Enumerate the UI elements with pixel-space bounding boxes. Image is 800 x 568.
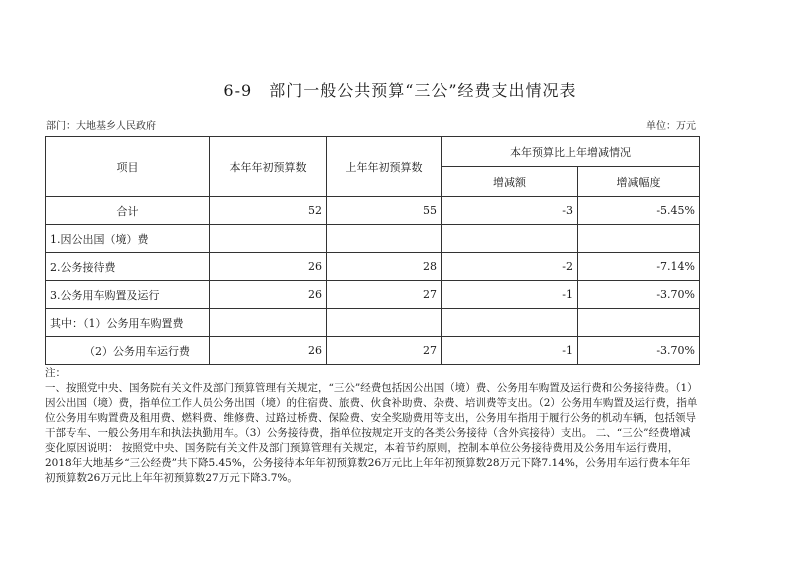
row-rate (578, 225, 700, 253)
department-label: 部门：大地基乡人民政府 (46, 121, 156, 132)
row-previous (327, 225, 442, 253)
table-row (46, 281, 700, 309)
table-row (46, 309, 700, 337)
table-row (46, 197, 700, 225)
row-current: 52 (210, 197, 327, 225)
header-compare: 本年预算比上年增减情况 (442, 137, 700, 167)
row-label: 其中：（1）公务用车购置费 (46, 309, 210, 337)
row-change: -3 (442, 197, 578, 225)
row-previous: 55 (327, 197, 442, 225)
row-change (442, 225, 578, 253)
row-current: 26 (210, 281, 327, 309)
row-current: 26 (210, 253, 327, 281)
header-previous: 上年年初预算数 (327, 137, 442, 197)
row-label: 合计 (46, 197, 210, 225)
row-label: 3.公务用车购置及运行 (46, 281, 210, 309)
footnotes: 注： 一、按照党中央、国务院有关文件及部门预算管理有关规定，“三公”经费包括因公出国（境）费、公务用车购置及运行费和公务接待费。（1）因公出国（境）费，指单位工作人员公务出国（境）的住宿费、旅费、伙食补助费、杂费、培训费等支出。（2）公务用车购置及运行费，指单位公务用车购置费及租用费、燃料费、维修费、过路过桥费、保险费、安全奖励费用等支出，公务用车指用于履行公务的机动车辆，包括领导干部专车、一般公务用车和执法执勤用车。（3）公务接待费，指单位按规定开支的各类公务接待（含外宾接待）支出。 二、“三公”经费增减变化原因说明： 按照党中央、国务院有关文件及部门预算管理有关规定，本着节约原则，控制本单位公务接待费用及公务用车运行费用，2018年大地基乡“三公经费”共下降5.45%，公务接待本年年初预算数26万元比上年年初预算数28万元下降7.14%，公务用车运行费本年年初预算数26万元比上年年初预算数27万元下降3.7%。 (45, 367, 698, 484)
row-change: -2 (442, 253, 578, 281)
row-label: （2）公务用车运行费 (46, 337, 210, 365)
row-current (210, 225, 327, 253)
row-rate (578, 309, 700, 337)
page-title: 6-9 部门一般公共预算“三公”经费支出情况表 (223, 81, 577, 100)
header-item: 项目 (46, 137, 210, 197)
row-label: 1.因公出国（境）费 (46, 225, 210, 253)
row-rate: -5.45% (578, 197, 700, 225)
row-previous: 27 (327, 337, 442, 365)
table-row (46, 225, 700, 253)
row-previous: 27 (327, 281, 442, 309)
header-change-rate: 增减幅度 (578, 167, 700, 197)
table-row (46, 253, 700, 281)
row-previous: 28 (327, 253, 442, 281)
row-change: -1 (442, 281, 578, 309)
row-label: 2.公务接待费 (46, 253, 210, 281)
header-current: 本年年初预算数 (210, 137, 327, 197)
budget-table (45, 136, 700, 365)
unit-label: 单位：万元 (646, 121, 696, 132)
row-previous (327, 309, 442, 337)
row-rate: -7.14% (578, 253, 700, 281)
row-change: -1 (442, 337, 578, 365)
row-rate: -3.70% (578, 337, 700, 365)
row-rate: -3.70% (578, 281, 700, 309)
row-current (210, 309, 327, 337)
header-change-amount: 增减额 (442, 167, 578, 197)
row-change (442, 309, 578, 337)
table-header-row (46, 137, 700, 167)
table-row (46, 337, 700, 365)
row-current: 26 (210, 337, 327, 365)
